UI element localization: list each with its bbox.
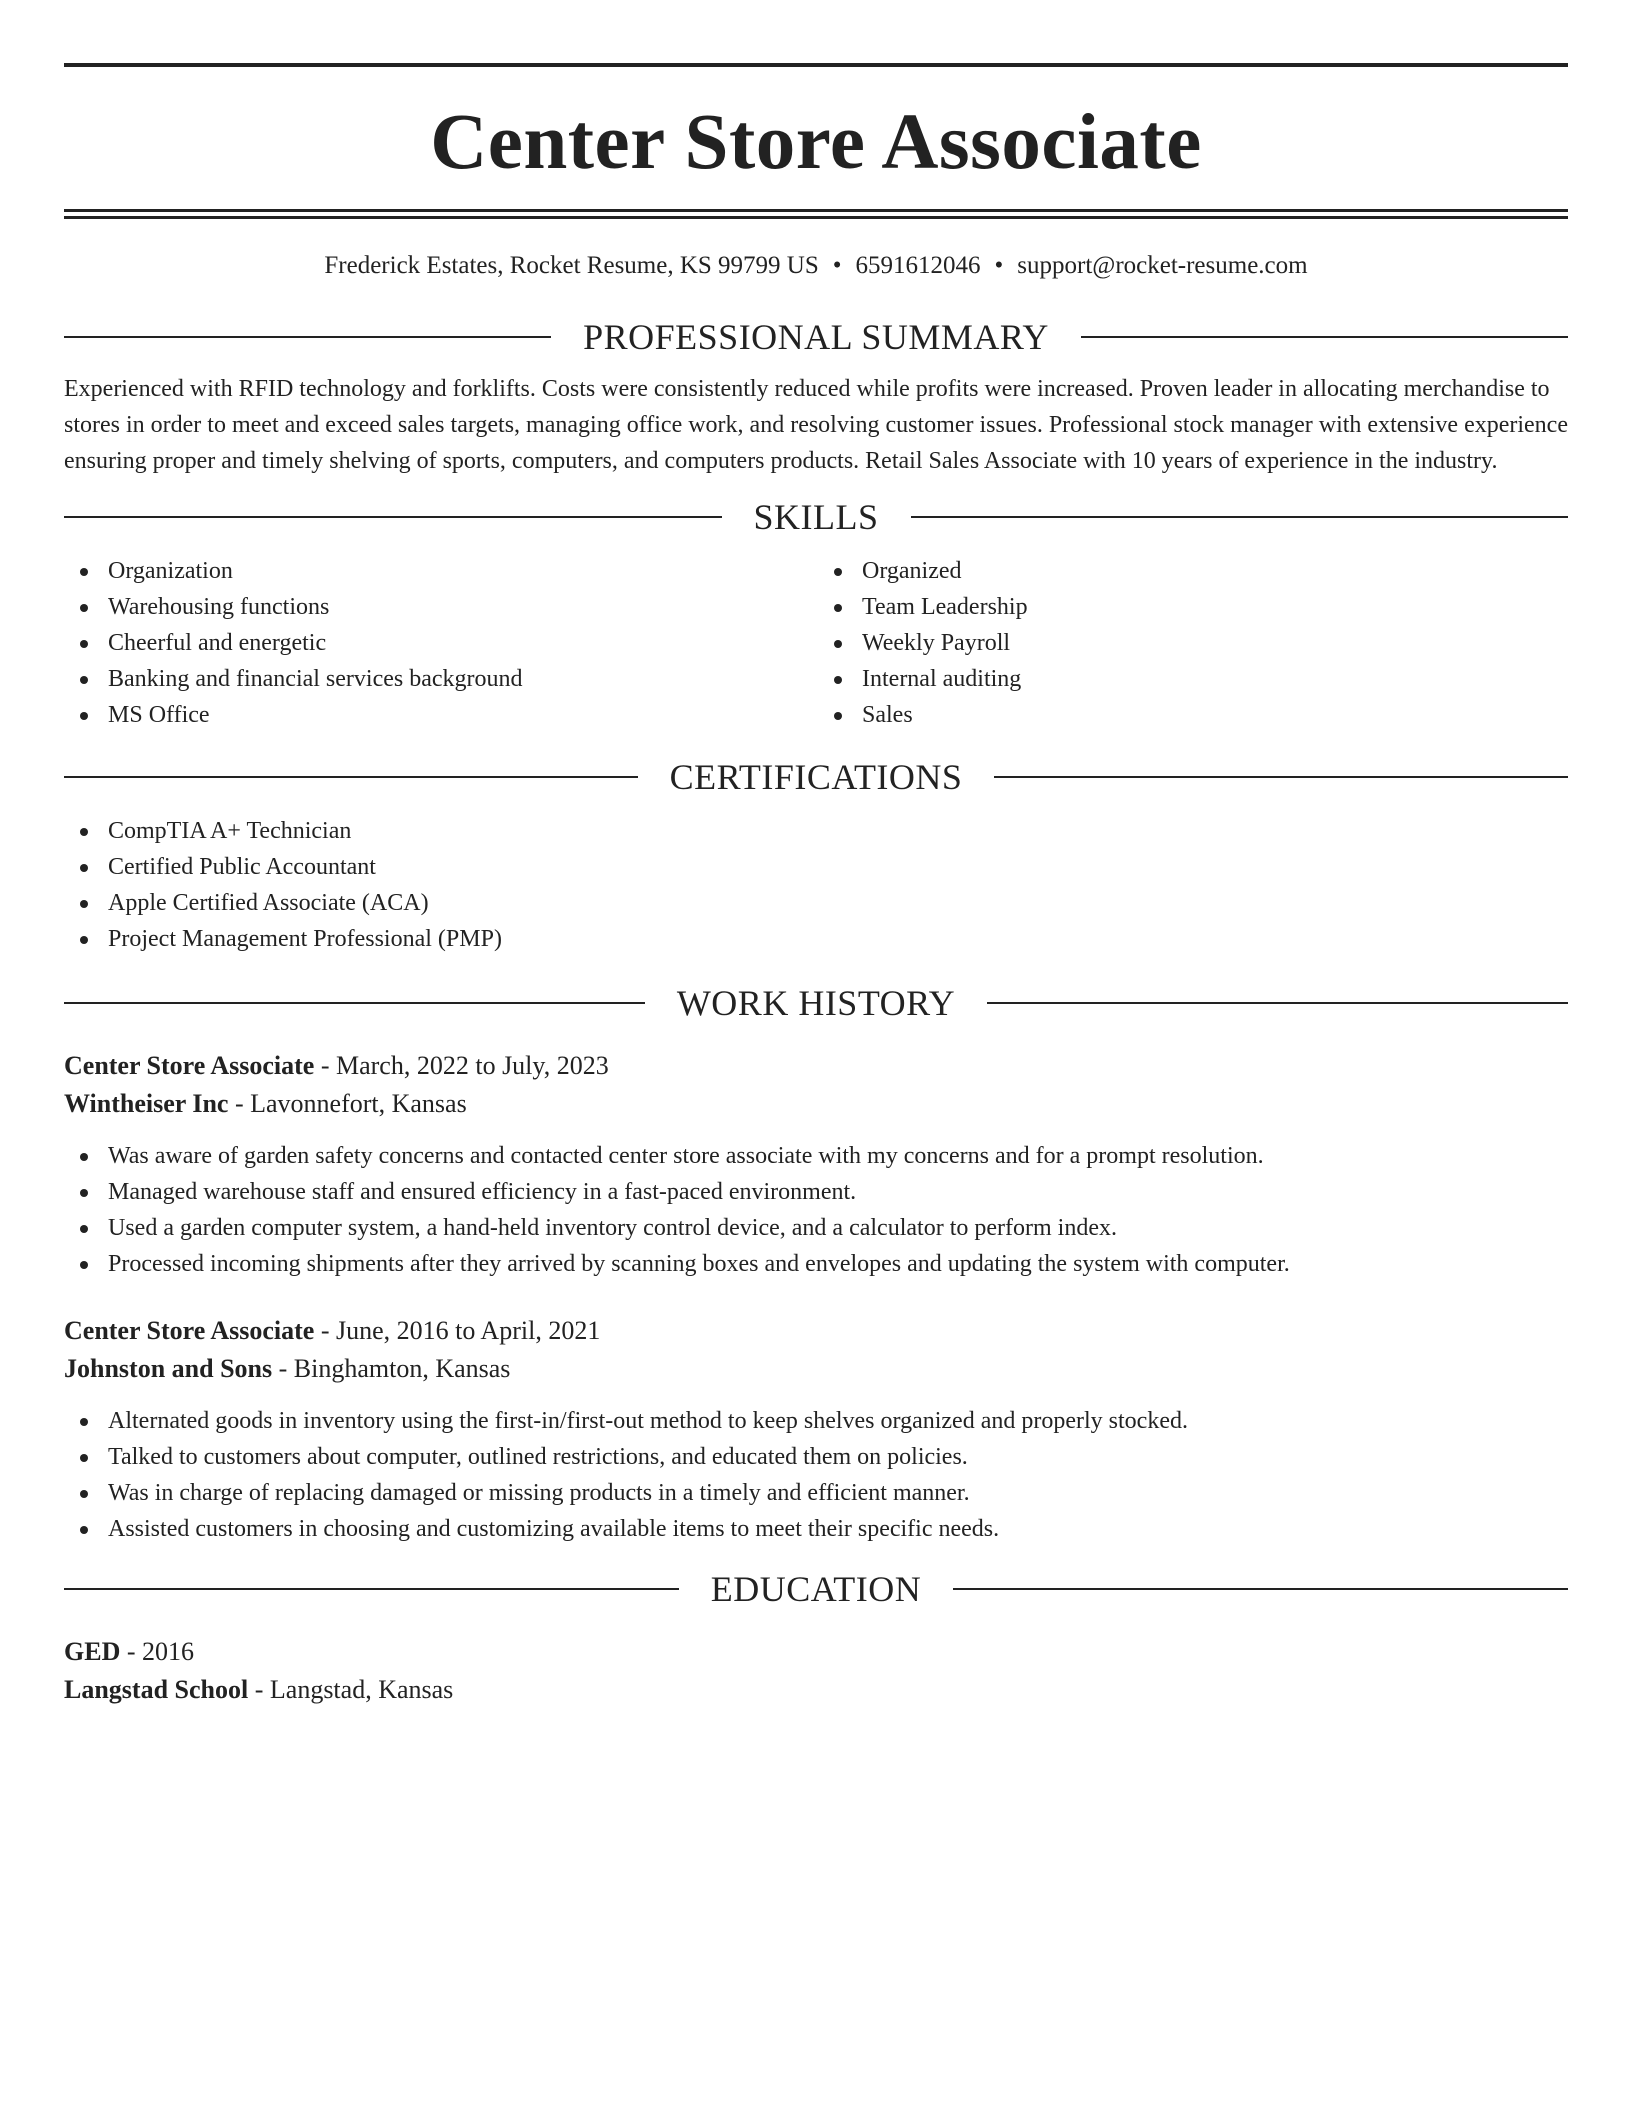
heading-rule-left — [64, 1588, 679, 1590]
certifications-section-heading — [64, 753, 1568, 801]
job-company: Johnston and Sons — [64, 1354, 273, 1383]
job-bullet: Was in charge of replacing damaged or missing products in a timely and efficient manner. — [64, 1475, 1568, 1511]
skills-list-left — [64, 553, 816, 733]
job-company-line — [64, 1085, 1568, 1123]
summary-section-heading — [64, 313, 1568, 361]
job-title: Center Store Associate — [64, 1051, 315, 1080]
skill-item: Internal auditing — [818, 661, 1568, 697]
education-heading-label: EDUCATION — [710, 1569, 922, 1609]
job-company: Wintheiser Inc — [64, 1089, 229, 1118]
skills-list-right — [816, 553, 1568, 733]
education-degree-line — [64, 1633, 1568, 1671]
job-bullet: Processed incoming shipments after they arrived by scanning boxes and envelopes and updating the system with computer. — [64, 1246, 1568, 1282]
heading-rule-left — [64, 516, 722, 518]
skill-item: Organization — [64, 553, 816, 589]
job-title: Center Store Associate — [64, 1316, 315, 1345]
skill-item: MS Office — [64, 697, 816, 733]
education-entry — [64, 1633, 1568, 1709]
job-bullet: Assisted customers in choosing and customizing available items to meet their specific needs. — [64, 1511, 1568, 1547]
job-bullet: Alternated goods in inventory using the first-in/first-out method to keep shelves organized and properly stocked. — [64, 1403, 1568, 1439]
education-degree: GED — [64, 1637, 121, 1666]
contact-separator: • — [994, 252, 1004, 279]
education-school: Langstad School — [64, 1675, 249, 1704]
heading-rule-right — [911, 516, 1569, 518]
certification-item: CompTIA A+ Technician — [64, 813, 1568, 849]
heading-rule-left — [64, 336, 551, 338]
education-year: - 2016 — [120, 1637, 195, 1666]
certification-item: Apple Certified Associate (ACA) — [64, 885, 1568, 921]
contact-separator: • — [832, 252, 842, 279]
heading-rule-right — [994, 776, 1568, 778]
job-entry — [64, 1047, 1568, 1282]
job-dates: - June, 2016 to April, 2021 — [314, 1316, 601, 1345]
work-section-heading — [64, 979, 1568, 1027]
heading-rule-right — [987, 1002, 1568, 1004]
job-title-line — [64, 1047, 1568, 1085]
skill-item: Sales — [818, 697, 1568, 733]
contact-line — [64, 251, 1568, 281]
contact-address: Frederick Estates, Rocket Resume, KS 99799 US — [324, 252, 819, 279]
contact-email: support@rocket-resume.com — [1017, 252, 1308, 279]
work-heading-label: WORK HISTORY — [676, 983, 956, 1023]
heading-rule-left — [64, 776, 638, 778]
job-location: - Binghamton, Kansas — [272, 1354, 511, 1383]
job-company-line — [64, 1350, 1568, 1388]
job-location: - Lavonnefort, Kansas — [228, 1089, 467, 1118]
job-bullet: Used a garden computer system, a hand-held inventory control device, and a calculator to perform index. — [64, 1210, 1568, 1246]
heading-rule-right — [953, 1588, 1568, 1590]
education-section-heading — [64, 1565, 1568, 1613]
heading-rule-left — [64, 1002, 645, 1004]
skills-section-heading — [64, 493, 1568, 541]
certifications-list — [64, 813, 1568, 957]
job-bullet: Talked to customers about computer, outlined restrictions, and educated them on policies. — [64, 1439, 1568, 1475]
certification-item: Project Management Professional (PMP) — [64, 921, 1568, 957]
education-location: - Langstad, Kansas — [248, 1675, 454, 1704]
skill-item: Banking and financial services background — [64, 661, 816, 697]
skill-item: Warehousing functions — [64, 589, 816, 625]
job-bullets — [64, 1138, 1568, 1282]
job-bullet: Was aware of garden safety concerns and contacted center store associate with my concerns and for a prompt resolution. — [64, 1138, 1568, 1174]
job-entry — [64, 1312, 1568, 1547]
skill-item: Weekly Payroll — [818, 625, 1568, 661]
certifications-heading-label: CERTIFICATIONS — [669, 757, 963, 797]
certification-item: Certified Public Accountant — [64, 849, 1568, 885]
skills-grid — [64, 553, 1568, 733]
job-title-line — [64, 1312, 1568, 1350]
skill-item: Cheerful and energetic — [64, 625, 816, 661]
job-dates: - March, 2022 to July, 2023 — [314, 1051, 609, 1080]
summary-text: Experienced with RFID technology and forklifts. Costs were consistently reduced while profits were increased. Proven leader in allocating merchandise to stores in order to meet and exceed sales targets, managing office work, and resolving customer issues. Professional stock manager with extensive experience ensuring proper and timely shelving of sports, computers, and computers products. Retail Sales Associate with 10 years of experience in the industry. — [64, 376, 1568, 474]
skill-item: Team Leadership — [818, 589, 1568, 625]
resume-title: Center Store Associate — [430, 99, 1202, 186]
summary-heading-label: PROFESSIONAL SUMMARY — [583, 317, 1049, 357]
job-bullet: Managed warehouse staff and ensured efficiency in a fast-paced environment. — [64, 1174, 1568, 1210]
skills-heading-label: SKILLS — [753, 497, 879, 537]
title-double-rule — [64, 209, 1568, 219]
skill-item: Organized — [818, 553, 1568, 589]
contact-phone: 6591612046 — [855, 252, 981, 279]
top-rule — [64, 63, 1568, 67]
job-bullets — [64, 1403, 1568, 1547]
education-school-line — [64, 1671, 1568, 1709]
heading-rule-right — [1081, 336, 1568, 338]
